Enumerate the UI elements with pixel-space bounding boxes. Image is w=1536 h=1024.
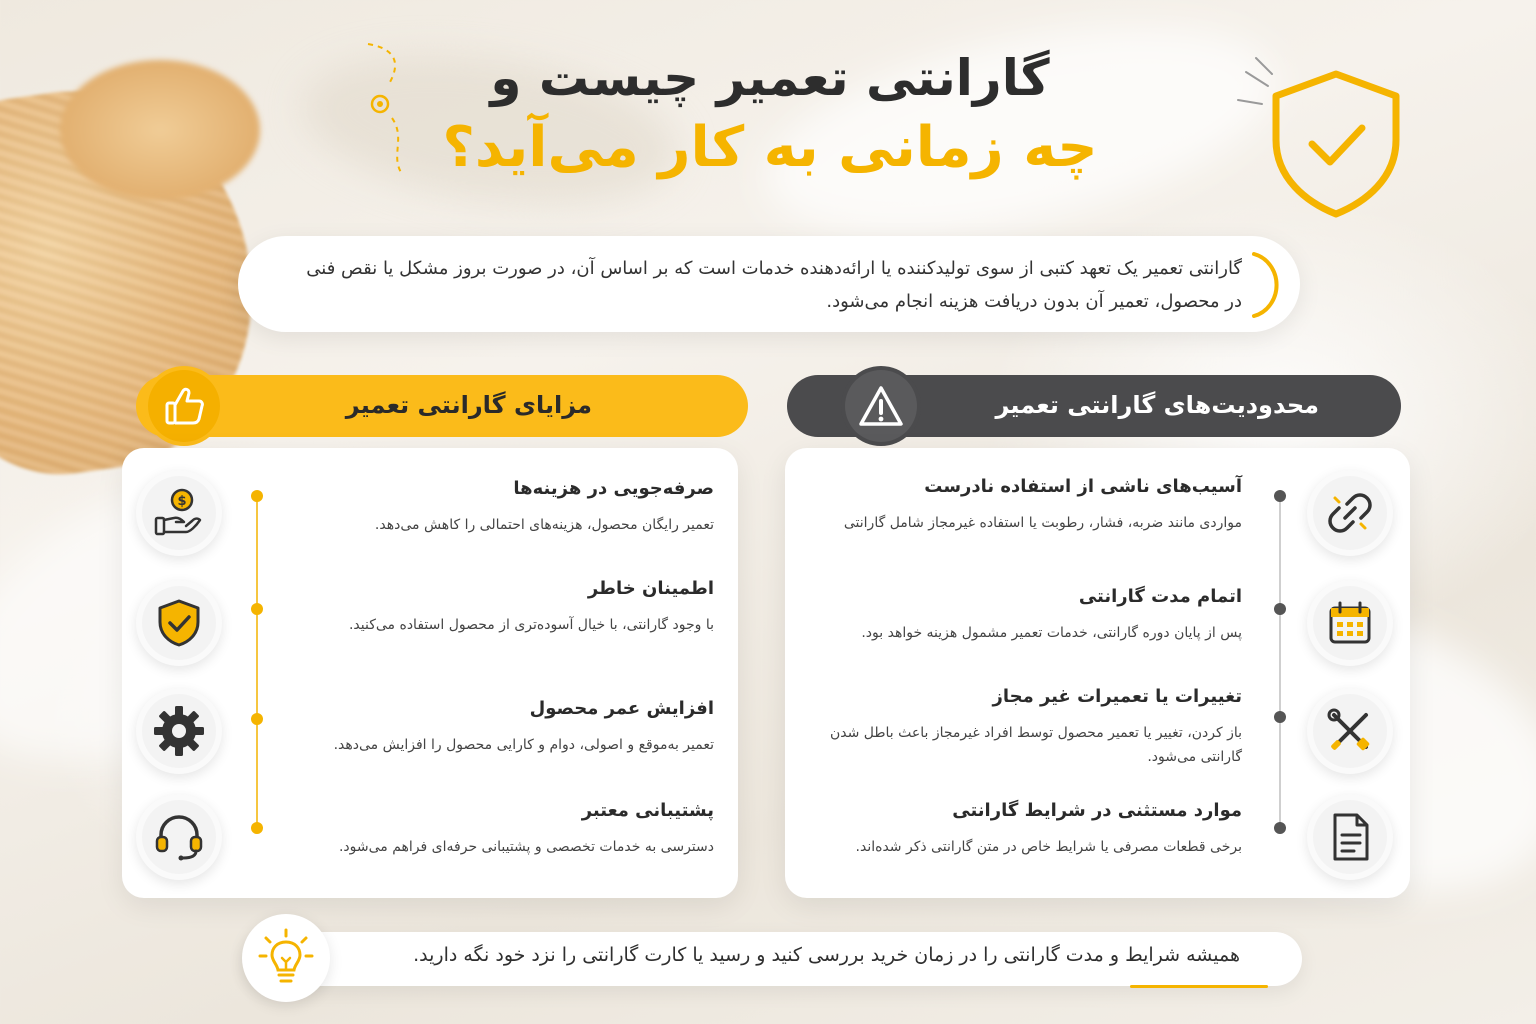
limitations-header xyxy=(787,375,1401,437)
item-title: پشتیبانی معتبر xyxy=(581,800,714,821)
shield-check-icon xyxy=(136,580,222,666)
list-item xyxy=(802,800,1242,859)
list-item xyxy=(274,698,714,757)
item-desc: تعمیر به‌موقع و اصولی، دوام و کارایی محصول را افزایش می‌دهد. xyxy=(333,737,714,753)
item-desc: با وجود گارانتی، با خیال آسوده‌تری از محصول استفاده می‌کنید. xyxy=(348,617,714,633)
item-desc: برخی قطعات مصرفی یا شرایط خاص در متن گارانتی ذکر شده‌اند. xyxy=(855,839,1242,855)
svg-text:$: $ xyxy=(177,494,187,509)
item-title: آسیب‌های ناشی از استفاده نادرست xyxy=(924,476,1242,497)
blanket-image xyxy=(60,60,260,200)
doodle-dashes-icon xyxy=(362,38,422,178)
item-desc: پس از پایان دوره گارانتی، خدمات تعمیر مشمول هزینه خواهد بود. xyxy=(861,625,1242,641)
item-title: تغییرات یا تعمیرات غیر مجاز xyxy=(992,686,1242,707)
title-line-2: چه زمانی به کار می‌آید؟ xyxy=(442,115,1098,180)
page-title xyxy=(420,48,1120,181)
list-item xyxy=(274,578,714,637)
timeline-dot xyxy=(251,490,263,502)
shield-check-icon xyxy=(1228,52,1428,222)
timeline-line xyxy=(1279,494,1281,830)
title-line-1: گارانتی تعمیر چیست و xyxy=(490,49,1050,107)
benefits-header xyxy=(136,375,748,437)
thumbs-up-icon xyxy=(148,370,220,442)
document-icon xyxy=(1307,794,1393,880)
list-item xyxy=(802,686,1242,769)
limitations-card xyxy=(785,448,1410,898)
item-title: افزایش عمر محصول xyxy=(529,698,714,719)
accent-arc-icon xyxy=(1248,250,1288,320)
headset-icon xyxy=(136,794,222,880)
calendar-icon xyxy=(1307,580,1393,666)
broken-link-icon xyxy=(1307,470,1393,556)
limitations-header-label: محدودیت‌های گارانتی تعمیر xyxy=(995,391,1319,419)
list-item xyxy=(274,800,714,859)
item-title: موارد مستثنی در شرایط گارانتی xyxy=(952,800,1242,821)
timeline-dot xyxy=(1274,711,1286,723)
tip-text: همیشه شرایط و مدت گارانتی را در زمان خرید بررسی کنید و رسید یا کارت گارانتی را نزد خود نگه دارید. xyxy=(413,944,1240,966)
benefits-header-label: مزایای گارانتی تعمیر xyxy=(345,391,592,419)
item-desc: تعمیر رایگان محصول، هزینه‌های احتمالی را کاهش می‌دهد. xyxy=(374,517,714,533)
tools-icon xyxy=(1307,688,1393,774)
timeline-dot xyxy=(251,603,263,615)
item-title: اطمینان خاطر xyxy=(587,578,714,599)
timeline-line xyxy=(256,494,258,830)
timeline-dot xyxy=(251,713,263,725)
timeline-dot xyxy=(251,822,263,834)
item-desc: دسترسی به خدمات تخصصی و پشتیبانی حرفه‌ای فراهم می‌شود. xyxy=(338,839,714,855)
intro-text: گارانتی تعمیر یک تعهد کتبی از سوی تولیدکننده یا ارائه‌دهنده خدمات است که بر اساس آن، در صورت بروز مشکل یا نقص فنی در محصول، تعمیر آن بدون دریافت هزینه انجام می‌شود. xyxy=(306,258,1242,312)
item-desc: مواردی مانند ضربه، فشار، رطوبت یا استفاده غیرمجاز شامل گارانتی xyxy=(843,515,1242,531)
intro-card xyxy=(238,236,1300,332)
list-item xyxy=(802,586,1242,645)
list-item xyxy=(274,478,714,537)
warning-icon xyxy=(845,370,917,442)
item-title: اتمام مدت گارانتی xyxy=(1078,586,1242,607)
gear-icon xyxy=(136,688,222,774)
list-item xyxy=(802,476,1242,535)
tip-banner xyxy=(246,932,1302,986)
item-desc: باز کردن، تغییر یا تعمیر محصول توسط افراد غیرمجاز باعث باطل شدن گارانتی می‌شود. xyxy=(829,725,1242,765)
tip-underline xyxy=(1130,985,1268,988)
lightbulb-icon xyxy=(242,914,330,1002)
timeline-dot xyxy=(1274,490,1286,502)
money-hand-icon xyxy=(136,470,222,556)
timeline-dot xyxy=(1274,603,1286,615)
item-title: صرفه‌جویی در هزینه‌ها xyxy=(513,478,714,499)
timeline-dot xyxy=(1274,822,1286,834)
benefits-card xyxy=(122,448,738,898)
